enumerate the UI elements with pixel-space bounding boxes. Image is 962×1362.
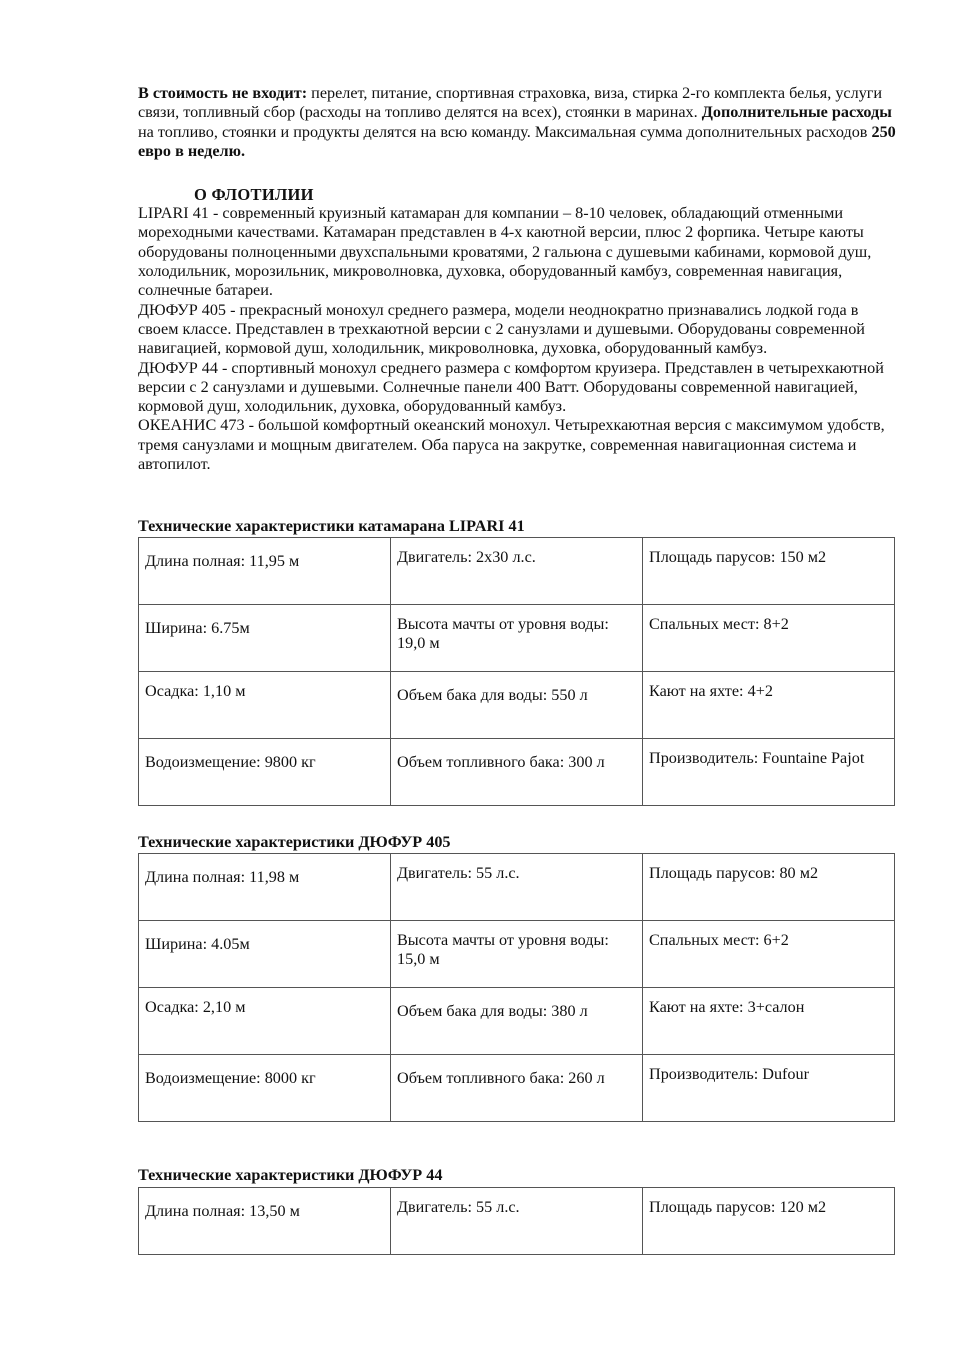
table-row [139, 988, 895, 1055]
flotilla-paragraph: ДЮФУР 44 - спортивный монохул среднего размера с комфортом круизера. Представлен в четырехкаютной версии с 2 санузлами и душевыми. Солнечные панели 400 Ватт. Оборудованы современной навигацией, кормовой душ, холодильник, духовка, оборудованный камбуз. [138, 358, 884, 416]
table-row [139, 1188, 895, 1255]
table-cell: Осадка: 2,10 м [139, 988, 391, 1055]
table-row [139, 672, 895, 739]
table-cell: Площадь парусов: 80 м2 [643, 854, 895, 921]
table-cell: Площадь парусов: 150 м2 [643, 538, 895, 605]
table-title-dufour-405: Технические характеристики ДЮФУР 405 [138, 833, 451, 851]
table-cell: Двигатель: 55 л.с. [391, 854, 643, 921]
table-cell: Кают на яхте: 3+салон [643, 988, 895, 1055]
table-row [139, 605, 895, 672]
table-cell: Осадка: 1,10 м [139, 672, 391, 739]
table-cell: Производитель: Fountaine Pajot [643, 739, 895, 806]
table-cell: Производитель: Dufour [643, 1055, 895, 1122]
not-included-label: В стоимость не входит: [138, 84, 308, 102]
table-row [139, 739, 895, 806]
cost-paragraph [138, 84, 898, 161]
table-cell: Двигатель: 55 л.с. [391, 1188, 643, 1255]
table-title-dufour-44: Технические характеристики ДЮФУР 44 [138, 1166, 443, 1184]
table-cell: Ширина: 4.05м [139, 921, 391, 988]
table-cell: Объем топливного бака: 260 л [391, 1055, 643, 1122]
table-row [139, 538, 895, 605]
table-cell: Площадь парусов: 120 м2 [643, 1188, 895, 1255]
flotilla-paragraph: LIPARI 41 - современный круизный катамаран для компании – 8-10 человек, обладающий отменными мореходными качествами. Катамаран представлен в 4-х каютной версии, плюс 2 форпика. Четыре каюты оборудованы полноценными двухспальными кроватями, 2 гальюна с душевыми кабинами, кормовой душ, холодильник, морозильник, микроволновка, духовка, оборудованный камбуз, современная навигация, солнечные батареи. [138, 204, 872, 300]
spec-table-lipari [138, 537, 895, 806]
spec-table-dufour-405 [138, 853, 895, 1122]
table-cell: Кают на яхте: 4+2 [643, 672, 895, 739]
extra-costs-max: 250 евро в неделю. [138, 122, 896, 160]
table-cell: Высота мачты от уровня воды: 19,0 м [391, 605, 643, 672]
table-cell: Длина полная: 11,95 м [139, 538, 391, 605]
table-cell: Длина полная: 13,50 м [139, 1188, 391, 1255]
extra-costs-label: Дополнительные расходы [701, 103, 892, 122]
table-row [139, 854, 895, 921]
table-cell: Объем бака для воды: 550 л [391, 672, 643, 739]
table-cell: Водоизмещение: 9800 кг [139, 739, 391, 806]
table-cell: Водоизмещение: 8000 кг [139, 1055, 391, 1122]
table-cell: Объем бака для воды: 380 л [391, 988, 643, 1055]
table-cell: Объем топливного бака: 300 л [391, 739, 643, 806]
table-cell: Двигатель: 2х30 л.с. [391, 538, 643, 605]
flotilla-heading: О ФЛОТИЛИИ [194, 185, 314, 205]
table-row [139, 1055, 895, 1122]
flotilla-paragraph: ДЮФУР 405 - прекрасный монохул среднего размера, модели неоднократно признавались лодкой года в своем классе. Представлен в трехкаютной версии с 2 санузлами и душевыми. Оборудованы современной навигацией, кормовой душ, холодильник, микроволновка, духовка, оборудованный камбуз. [138, 300, 865, 358]
table-cell: Высота мачты от уровня воды: 15,0 м [391, 921, 643, 988]
table-title-lipari: Технические характеристики катамарана LIPARI 41 [138, 517, 525, 535]
table-row [139, 921, 895, 988]
table-cell: Спальных мест: 8+2 [643, 605, 895, 672]
table-cell: Длина полная: 11,98 м [139, 854, 391, 921]
table-cell: Ширина: 6.75м [139, 605, 391, 672]
table-cell: Спальных мест: 6+2 [643, 921, 895, 988]
document-body [138, 84, 898, 474]
spec-table-dufour-44 [138, 1187, 895, 1255]
not-included-text: перелет, питание, спортивная страховка, виза, стирка 2-го комплекта белья, услуги связи, топливный сбор (расходы на топливо делятся на всех), стоянки в маринах. [138, 84, 883, 122]
flotilla-paragraph: ОКЕАНИС 473 - большой комфортный океанский монохул. Четырехкаютная версия с максимумом удобств, тремя санузлами и мощным двигателем. Оба паруса на закрутке, современная навигационная система и автопилот. [138, 416, 885, 474]
extra-costs-text: на топливо, стоянки и продукты делятся на всю команду. Максимальная сумма дополнительных расходов [138, 122, 872, 141]
